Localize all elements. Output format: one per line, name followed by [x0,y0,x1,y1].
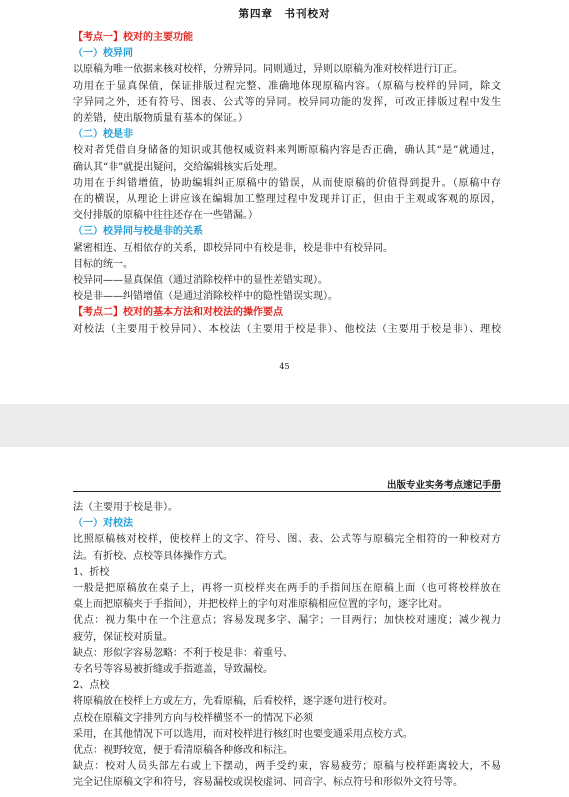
subsection-heading: （二）校是非 [73,129,133,141]
running-header: 出版专业实务考点速记手册 [386,480,501,491]
text-line: 优点：视力集中在一个注意点；容易发现多字、漏字；一目两行；加快校对速度；减少视力 [73,615,501,627]
text-line: 优点：视野较宽，便于看清原稿各种修改和标注。 [73,745,293,756]
text-line: 紧密相连、互相依存的关系，即校异同中有校是非，校是非中有校异同。 [73,242,393,254]
page2-body [73,500,501,792]
text-line: 专名号等容易被折缝或手指遮盖，导致漏校。 [73,663,273,675]
text-line: 2、点校 [73,680,110,692]
header-rule [73,491,501,492]
text-line: 功用在于纠错增值，协助编辑纠正原稿中的错误，从而使原稿的价值得到提升。（原稿中存 [73,177,501,189]
text-line: 桌上而把原稿夹于手指间），并把校样上的字句对准原稿相应位置的字句，逐字比对。 [73,599,448,611]
text-line: 校异同——显真保值（通过消除校样中的显性差错实现）。 [73,274,328,286]
text-line: 疲劳，保证校对质量。 [73,631,173,643]
text-line: 完全记住原稿文字和符号，容易漏校或误校虚词、同音字、标点符号和形似外文符号等。 [73,777,463,789]
text-line: 比照原稿核对校样，使校样上的文字、符号、图、表、公式等与原稿完全相符的一种校对方 [73,534,501,546]
text-line: 的差错，使出版物质量有基本的保证。） [73,112,248,124]
text-line: 缺点：校对人员头部左右或上下摆动，两手受约束，容易疲劳；原稿与校样距离较大，不易 [73,761,501,773]
text-line: 校是非——纠错增值（是通过消除校样中的隐性错误实现）。 [73,291,338,303]
text-line: 法。有折校、点校等具体操作方式。 [73,550,233,562]
text-line: 校对者凭借自身储备的知识或其他权威资料来判断原稿内容是否正确，确认其“是”就通过， [73,145,501,157]
text-line: 确认其“非”就提出疑问，交给编辑核实后处理。 [73,161,284,173]
text-line: 1、折校 [73,566,110,578]
page-46 [0,447,569,797]
subsection-heading: （一）校异同 [73,48,133,60]
text-line: 将原稿放在校样上方或左方，先看原稿，后看校样，逐字逐句进行校对。 [73,696,393,708]
section-heading: 【考点二】校对的基本方法和对校法的操作要点 [73,307,283,319]
chapter-title: 第四章 书刊校对 [238,8,331,20]
subsection-heading: （一）对校法 [73,518,133,530]
text-line: 在的横误，从理论上讲应该在编辑加工整理过程中发现并订正，但由于主观或客观的原因， [73,193,501,205]
page1-body [73,30,501,338]
text-line: 点校在原稿文字排列方向与校样横竖不一的情况下必须 [73,712,313,724]
text-line: 交付排版的原稿中往往还存在一些错漏。） [73,210,258,222]
page-separator [0,404,569,447]
subsection-heading: （三）校异同与校是非的关系 [73,226,203,238]
page-number: 45 [279,362,290,371]
text-line: 目标的统一。 [73,258,133,270]
text-line: 字异同之外，还有符号、图表、公式等的异同。校异同功能的发挥，可改正排版过程中发生 [73,96,501,108]
text-line: 对校法（主要用于校异同）、本校法（主要用于校是非）、他校法（主要用于校是非）、理校 [73,323,501,335]
section-heading: 【考点一】校对的主要功能 [73,32,193,43]
text-line: 功用在于显真保值，保证排版过程完整、准确地体现原稿内容。（原稿与校样的异同，除文 [73,80,501,92]
text-line: 法（主要用于校是非）。 [73,502,178,513]
text-line: 采用，在其他情况下可以选用，而对校样进行核红时也要变通采用点校方式。 [73,728,413,740]
text-line: 一般是把原稿放在桌子上，再将一页校样夹在两手的手指间压在原稿上面（也可将校样放在 [73,583,501,594]
text-line: 缺点：形似字容易忽略：不利于校是非：着重号、 [73,647,293,659]
text-line: 以原稿为唯一依据来核对校样，分辨异同。同则通过，异则以原稿为准对校样进行订正。 [73,64,463,76]
